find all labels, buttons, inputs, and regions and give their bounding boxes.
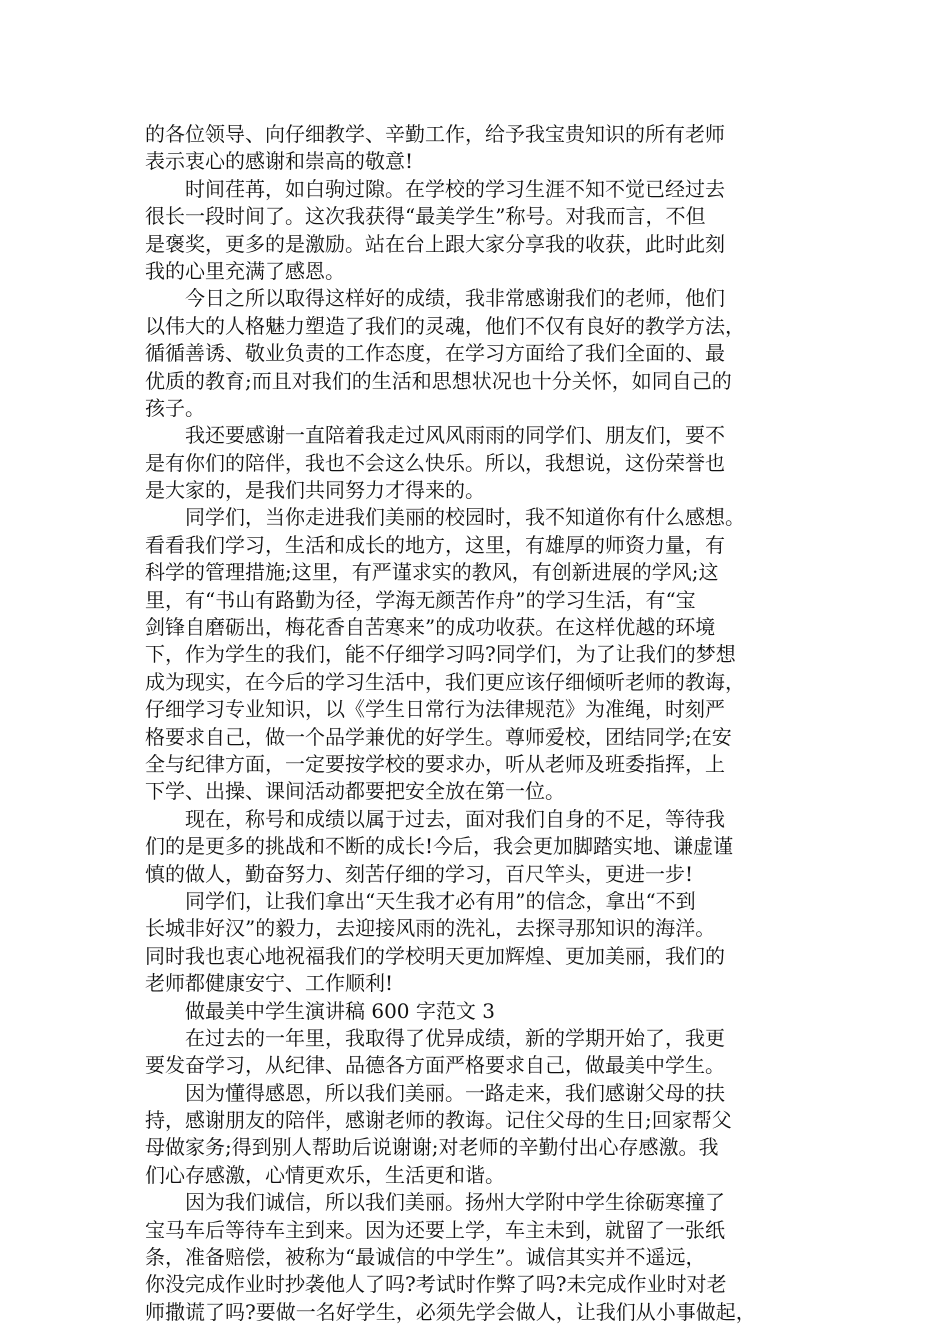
text-line: 条，准备赔偿，被称为“最诚信的中学生”。诚信其实并不遥远， xyxy=(145,1245,706,1270)
text-line: 同时我也衷心地祝福我们的学校明天更加辉煌、更加美丽，我们的 xyxy=(145,943,725,968)
text-line: 是褒奖，更多的是激励。站在台上跟大家分享我的收获，此时此刻 xyxy=(145,231,725,256)
text-line: 因为我们诚信，所以我们美丽。扬州大学附中学生徐砺寒撞了 xyxy=(145,1190,725,1215)
text-line: 下，作为学生的我们，能不仔细学习吗?同学们，为了让我们的梦想 xyxy=(145,642,736,667)
text-line: 因为懂得感恩，所以我们美丽。一路走来，我们感谢父母的扶 xyxy=(145,1080,725,1105)
document-body xyxy=(145,121,825,1326)
text-line: 在过去的一年里，我取得了优异成绩，新的学期开始了，我更 xyxy=(145,1025,725,1050)
text-line: 今日之所以取得这样好的成绩，我非常感谢我们的老师，他们 xyxy=(145,286,725,311)
text-line: 宝马车后等待车主到来。因为还要上学，车主未到，就留了一张纸 xyxy=(145,1217,725,1242)
text-line: 优质的教育;而且对我们的生活和思想状况也十分关怀，如同自己的 xyxy=(145,368,732,393)
text-line: 时间荏苒，如白驹过隙。在学校的学习生涯不知不觉已经过去 xyxy=(145,176,725,201)
text-line: 我的心里充满了感恩。 xyxy=(145,258,345,283)
text-line: 是有你们的陪伴，我也不会这么快乐。所以，我想说，这份荣誉也 xyxy=(145,450,725,475)
text-line: 我还要感谢一直陪着我走过风风雨雨的同学们、朋友们，要不 xyxy=(145,423,725,448)
text-line: 里，有“书山有路勤为径，学海无颜苦作舟”的学习生活，有“宝 xyxy=(145,587,696,612)
text-line: 的各位领导、向仔细教学、辛勤工作，给予我宝贵知识的所有老师 xyxy=(145,122,725,146)
text-line: 看看我们学习，生活和成长的地方，这里，有雄厚的师资力量，有 xyxy=(145,532,725,557)
text-line: 长城非好汉”的毅力，去迎接风雨的洗礼，去探寻那知识的海洋。 xyxy=(145,916,716,941)
text-line: 现在，称号和成绩以属于过去，面对我们自身的不足，等待我 xyxy=(145,806,725,831)
text-line: 剑锋自磨砺出，梅花香自苦寒来”的成功收获。在这样优越的环境 xyxy=(145,615,716,640)
text-line: 孩子。 xyxy=(145,395,205,420)
text-line: 很长一段时间了。这次我获得“最美学生”称号。对我而言，不但 xyxy=(145,204,706,229)
text-line: 同学们，让我们拿出“天生我才必有用”的信念，拿出“不到 xyxy=(145,888,696,913)
text-line: 同学们，当你走进我们美丽的校园时，我不知道你有什么感想。 xyxy=(145,505,745,530)
text-line: 仔细学习专业知识，以《学生日常行为法律规范》为准绳，时刻严 xyxy=(145,697,725,722)
text-line: 持，感谢朋友的陪伴，感谢老师的教诲。记住父母的生日;回家帮父 xyxy=(145,1108,732,1133)
section-heading: 做最美中学生演讲稿 600 字范文 3 xyxy=(145,998,495,1023)
text-line: 们心存感激，心情更欢乐，生活更和谐。 xyxy=(145,1162,505,1187)
text-line: 格要求自己，做一个品学兼优的好学生。尊师爱校，团结同学;在安 xyxy=(145,724,732,749)
text-line: 老师都健康安宁、工作顺利! xyxy=(145,971,394,996)
text-line: 表示衷心的感谢和崇高的敬意! xyxy=(145,149,414,174)
text-line: 慎的做人，勤奋努力、刻苦仔细的学习，百尺竿头，更进一步! xyxy=(145,861,694,886)
text-line: 师撒谎了吗?要做一名好学生，必须先学会做人，让我们从小事做起， xyxy=(145,1299,756,1324)
text-line: 下学、出操、课间活动都要把安全放在第一位。 xyxy=(145,779,565,804)
text-line: 循循善诱、敬业负责的工作态度，在学习方面给了我们全面的、最 xyxy=(145,341,725,366)
text-line: 母做家务;得到别人帮助后说谢谢;对老师的辛勤付出心存感激。我 xyxy=(145,1135,719,1160)
text-line: 以伟大的人格魅力塑造了我们的灵魂，他们不仅有良好的教学方法， xyxy=(145,313,745,338)
text-line: 你没完成作业时抄袭他人了吗?考试时作弊了吗?未完成作业时对老 xyxy=(145,1272,727,1297)
text-line: 要发奋学习，从纪律、品德各方面严格要求自己，做最美中学生。 xyxy=(145,1053,725,1078)
text-line: 成为现实，在今后的学习生活中，我们更应该仔细倾听老师的教诲， xyxy=(145,669,745,694)
text-line: 们的是更多的挑战和不断的成长!今后，我会更加脚踏实地、谦虚谨 xyxy=(145,834,734,859)
text-line: 是大家的，是我们共同努力才得来的。 xyxy=(145,478,485,503)
text-line: 全与纪律方面，一定要按学校的要求办，听从老师及班委指挥，上 xyxy=(145,751,725,776)
text-line: 科学的管理措施;这里，有严谨求实的教风，有创新进展的学风;这 xyxy=(145,560,719,585)
